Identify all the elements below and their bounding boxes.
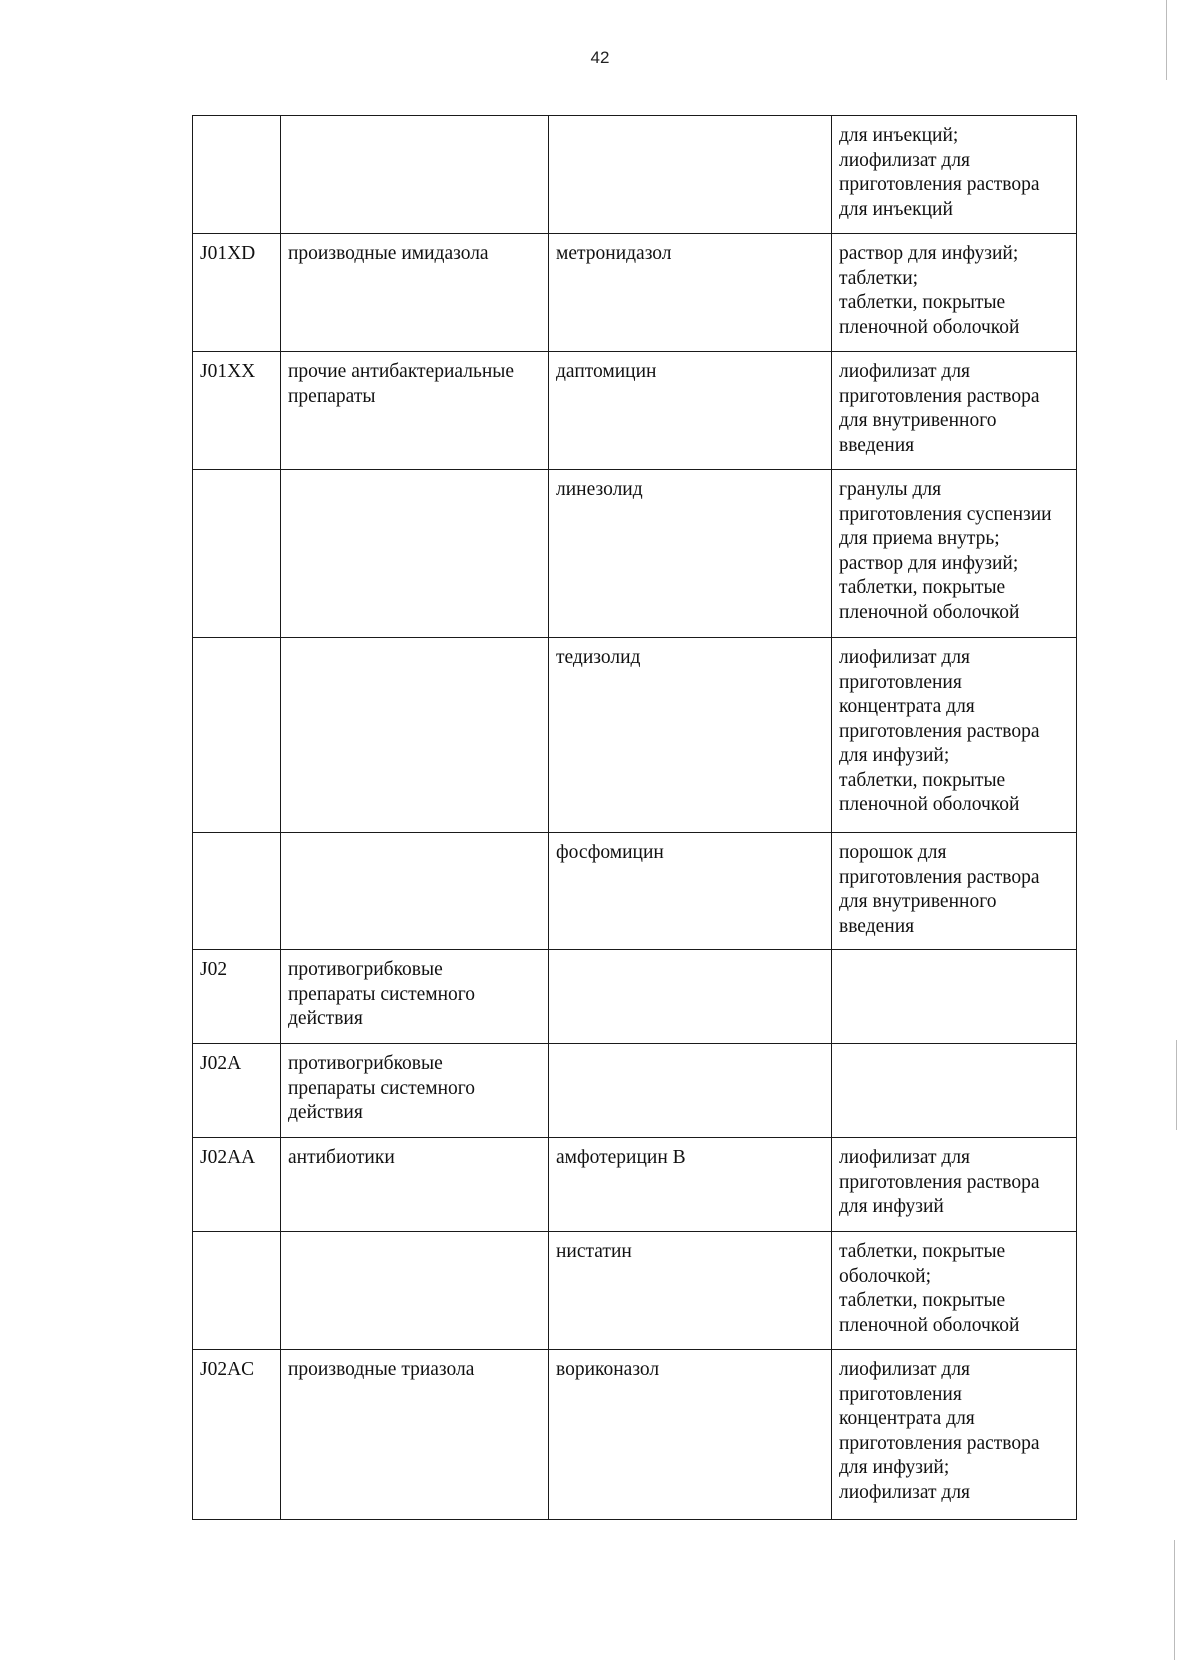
table-row <box>193 950 1077 1044</box>
drug-cell <box>549 950 832 1044</box>
dosage-form-line: приготовления раствора <box>839 1432 1040 1454</box>
table-row <box>193 116 1077 234</box>
dosage-form-line: пленочной оболочкой <box>839 601 1020 623</box>
dosage-form-line: лиофилизат для <box>839 149 971 171</box>
drug-table <box>192 115 1077 1520</box>
dosage-form-line: лиофилизат для <box>839 361 971 382</box>
table-body <box>193 116 1077 1520</box>
dosage-form-cell <box>832 1232 1077 1350</box>
group-cell <box>281 833 549 950</box>
dosage-form-line: таблетки, покрытые <box>839 769 1006 791</box>
dosage-form-cell <box>832 1350 1077 1520</box>
atc-code-cell <box>193 638 281 833</box>
drug-name: фосфомицин <box>556 842 664 863</box>
group-cell <box>281 116 549 234</box>
group-cell <box>281 352 549 470</box>
dosage-form-line: концентрата для <box>839 696 975 717</box>
table-row <box>193 638 1077 833</box>
group-name-line: действия <box>288 1102 363 1123</box>
group-name-line: препараты системного <box>288 983 476 1005</box>
atc-code: J02AA <box>200 1147 256 1168</box>
group-name-line: производные имидазола <box>288 243 489 264</box>
dosage-form-line: таблетки; <box>839 267 919 289</box>
dosage-form-line: лиофилизат для <box>839 1481 971 1503</box>
drug-name: амфотерицин В <box>556 1147 686 1168</box>
drug-name: метронидазол <box>556 243 672 264</box>
atc-code-cell <box>193 234 281 352</box>
binder-mark <box>1166 0 1167 80</box>
dosage-form-line: таблетки, покрытые <box>839 577 1006 598</box>
atc-code-cell <box>193 1138 281 1232</box>
dosage-form-cell <box>832 1044 1077 1138</box>
atc-code: J01XX <box>200 361 256 382</box>
group-cell <box>281 1350 549 1520</box>
group-name-line: препараты системного <box>288 1077 476 1099</box>
drug-cell <box>549 470 832 638</box>
table-row <box>193 1044 1077 1138</box>
table-row <box>193 234 1077 352</box>
dosage-form-line: раствор для инфузий; <box>839 243 1019 264</box>
group-cell <box>281 470 549 638</box>
dosage-form-cell <box>832 1138 1077 1232</box>
dosage-form-line: введения <box>839 434 915 456</box>
dosage-form-line: раствор для инфузий; <box>839 552 1019 574</box>
drug-name: даптомицин <box>556 361 657 382</box>
dosage-form-line: таблетки, покрытые <box>839 292 1006 313</box>
table-row <box>193 1232 1077 1350</box>
dosage-form-line: приготовления раствора <box>839 720 1040 742</box>
group-cell <box>281 1044 549 1138</box>
drug-cell <box>549 234 832 352</box>
drug-cell <box>549 352 832 470</box>
group-name-line: противогрибковые <box>288 959 443 980</box>
atc-code-cell <box>193 1044 281 1138</box>
drug-name: вориконазол <box>556 1359 660 1380</box>
dosage-form-line: приготовления раствора <box>839 1171 1040 1193</box>
dosage-form-line: для инъекций <box>839 198 953 220</box>
dosage-form-line: пленочной оболочкой <box>839 794 1020 815</box>
dosage-form-line: приготовления раствора <box>839 866 1040 888</box>
dosage-form-line: для внутривенного <box>839 891 997 912</box>
dosage-form-cell <box>832 950 1077 1044</box>
table-row <box>193 833 1077 950</box>
dosage-form-line: приготовления <box>839 1383 962 1405</box>
dosage-form-line: концентрата для <box>839 1408 975 1429</box>
group-name-line: противогрибковые <box>288 1053 443 1074</box>
group-name-line: препараты <box>288 385 376 407</box>
drug-cell <box>549 1138 832 1232</box>
drug-cell <box>549 1044 832 1138</box>
atc-code-cell <box>193 116 281 234</box>
dosage-form-line: пленочной оболочкой <box>839 1314 1020 1336</box>
drug-name: нистатин <box>556 1241 632 1262</box>
table-row <box>193 1350 1077 1520</box>
dosage-form-line: введения <box>839 915 915 937</box>
dosage-form-cell <box>832 116 1077 234</box>
dosage-form-cell <box>832 470 1077 638</box>
table-row <box>193 352 1077 470</box>
dosage-form-cell <box>832 638 1077 833</box>
group-name-line: производные триазола <box>288 1359 475 1380</box>
dosage-form-line: гранулы для <box>839 479 942 500</box>
atc-code-cell <box>193 1232 281 1350</box>
atc-code: J01XD <box>200 243 256 264</box>
dosage-form-line: пленочной оболочкой <box>839 316 1020 338</box>
dosage-form-line: таблетки, покрытые <box>839 1290 1006 1311</box>
dosage-form-line: оболочкой; <box>839 1265 932 1287</box>
dosage-form-line: приготовления суспензии <box>839 503 1052 525</box>
atc-code-cell <box>193 833 281 950</box>
dosage-form-cell <box>832 234 1077 352</box>
drug-cell <box>549 1350 832 1520</box>
dosage-form-line: лиофилизат для <box>839 1359 971 1380</box>
atc-code: J02 <box>200 959 228 980</box>
dosage-form-line: приготовления раствора <box>839 174 1040 195</box>
table-row <box>193 470 1077 638</box>
atc-code: J02A <box>200 1053 242 1074</box>
drug-cell <box>549 116 832 234</box>
dosage-form-line: для инфузий; <box>839 1457 950 1478</box>
dosage-form-line: для приема внутрь; <box>839 528 1000 549</box>
drug-name: линезолид <box>556 479 643 500</box>
atc-code-cell <box>193 352 281 470</box>
group-name-line: прочие антибактериальные <box>288 361 515 382</box>
atc-code-cell <box>193 950 281 1044</box>
dosage-form-line: порошок для <box>839 842 947 863</box>
page-number: 42 <box>590 48 610 67</box>
dosage-form-cell <box>832 833 1077 950</box>
atc-code: J02AC <box>200 1359 255 1380</box>
drug-cell <box>549 833 832 950</box>
group-cell <box>281 950 549 1044</box>
dosage-form-line: для инфузий <box>839 1196 944 1217</box>
group-cell <box>281 1232 549 1350</box>
group-name-line: действия <box>288 1008 363 1029</box>
dosage-form-line: приготовления <box>839 671 962 693</box>
table-row <box>193 1138 1077 1232</box>
binder-mark <box>1176 1040 1177 1130</box>
drug-cell <box>549 1232 832 1350</box>
atc-code-cell <box>193 470 281 638</box>
drug-cell <box>549 638 832 833</box>
binder-mark <box>1174 1540 1175 1660</box>
group-cell <box>281 234 549 352</box>
dosage-form-line: таблетки, покрытые <box>839 1241 1006 1262</box>
dosage-form-line: приготовления раствора <box>839 385 1040 407</box>
dosage-form-line: лиофилизат для <box>839 1147 971 1168</box>
dosage-form-cell <box>832 352 1077 470</box>
dosage-form-line: для инфузий; <box>839 745 950 766</box>
group-cell <box>281 638 549 833</box>
group-cell <box>281 1138 549 1232</box>
atc-code-cell <box>193 1350 281 1520</box>
dosage-form-line: для внутривенного <box>839 410 997 431</box>
drug-name: тедизолид <box>556 647 641 668</box>
dosage-form-line: для инъекций; <box>839 125 959 146</box>
group-name-line: антибиотики <box>288 1147 395 1168</box>
dosage-form-line: лиофилизат для <box>839 647 971 668</box>
